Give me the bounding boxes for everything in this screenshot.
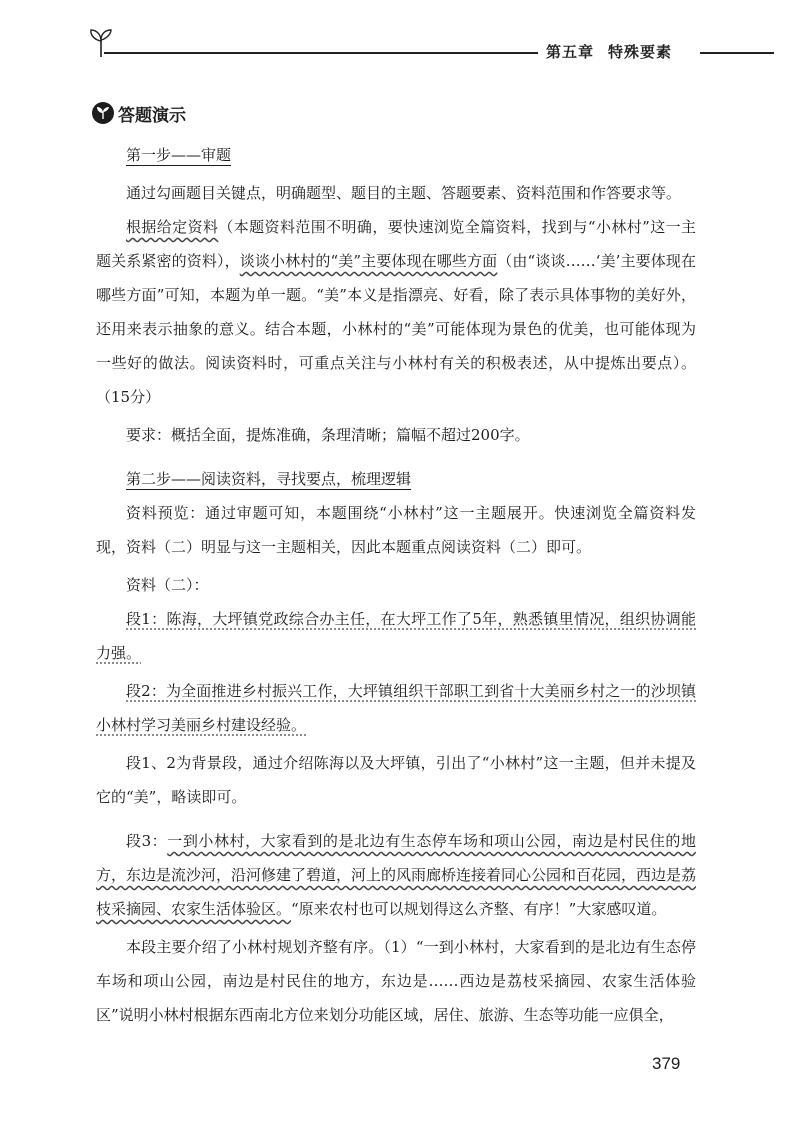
step1-heading: 第一步——审题 xyxy=(126,146,232,164)
leaf-badge-icon xyxy=(92,102,114,124)
running-header xyxy=(88,28,778,68)
analysis-paragraph-1-2: 段1、2为背景段，通过介绍陈海以及大坪镇，引出了“小林村”这一主题，但并未提及它的“美”，略读即可。 xyxy=(96,754,696,806)
section-title: 答题演示 xyxy=(118,105,186,126)
chapter-title xyxy=(546,41,672,62)
step1-intro: 通过勾画题目关键点，明确题型、题目的主题、答题要素、资料范围和作答要求等。 xyxy=(126,184,682,202)
question-note-analysis: （由“谈谈……‘美’主要体现在哪些方面”可知，本题为单一题。“美”本义是指漂亮、好看，除了表示具体事物的美好外，还用来表示抽象的意义。结合本题，小林村的“美”可能体现为景色的优美，也可能体现为一些好的做法。阅读资料时，可重点关注与小林村有关的积极表述，从中提炼出要点）。（15分） xyxy=(96,252,696,406)
material-paragraph-3 xyxy=(96,824,696,926)
material-label: 资料（二）： xyxy=(126,576,209,594)
paragraph-3-label: 段3： xyxy=(126,832,168,850)
material-paragraph-2: 段2：为全面推进乡村振兴工作，大坪镇组织干部职工到省十大美丽乡村之一的沙坝镇小林村学习美丽乡村建设经验。 xyxy=(96,682,696,734)
paragraph-3-quote: “原来农村也可以规划得这么齐整、有序！”大家感叹道。 xyxy=(291,900,667,918)
question-paragraph xyxy=(96,210,696,414)
material-preview: 资料预览：通过审题可知，本题围绕“小林村”这一主题展开。快速浏览全篇资料发现，资料（二）明显与这一主题相关，因此本题重点阅读资料（二）即可。 xyxy=(96,504,696,556)
page-body xyxy=(96,138,696,1032)
header-rule-right xyxy=(700,52,774,54)
chapter-name: 特殊要素 xyxy=(608,43,673,61)
page-number: 379 xyxy=(652,1054,681,1073)
question-note-scope: （本题资料范围不明确，要快速浏览全篇资料，找到与“小林村”这一主题关系紧密的资料）， xyxy=(96,218,696,270)
requirement: 要求：概括全面，提炼准确，条理清晰；篇幅不超过200字。 xyxy=(126,426,530,444)
question-scope: 根据给定资料 xyxy=(126,218,219,236)
material-paragraph-1: 段1：陈海，大坪镇党政综合办主任，在大坪工作了5年，熟悉镇里情况，组织协调能力强。 xyxy=(96,610,696,662)
chapter-number: 第五章 xyxy=(546,43,595,61)
question-topic: 谈谈小林村的“美”主要体现在哪些方面 xyxy=(239,252,498,270)
header-rule-left xyxy=(104,52,538,54)
analysis-paragraph-3: 本段主要介绍了小林村规划齐整有序。（1）“一到小林村，大家看到的是北边有生态停车场和项山公园，南边是村民住的地方，东边是……西边是荔枝采摘园、农家生活体验区”说明小林村根据东西南北方位来划分功能区域，居住、旅游、生态等功能一应俱全， xyxy=(96,938,696,1024)
section-heading xyxy=(92,100,186,126)
step2-heading: 第二步——阅读资料，寻找要点，梳理逻辑 xyxy=(126,470,412,488)
paragraph-3-body: 一到小林村，大家看到的是北边有生态停车场和项山公园，南边是村民住的地方，东边是流沙河，沿河修建了碧道，河上的风雨廊桥连接着同心公园和百花园，西边是荔枝采摘园、农家生活体验区。 xyxy=(96,832,697,918)
